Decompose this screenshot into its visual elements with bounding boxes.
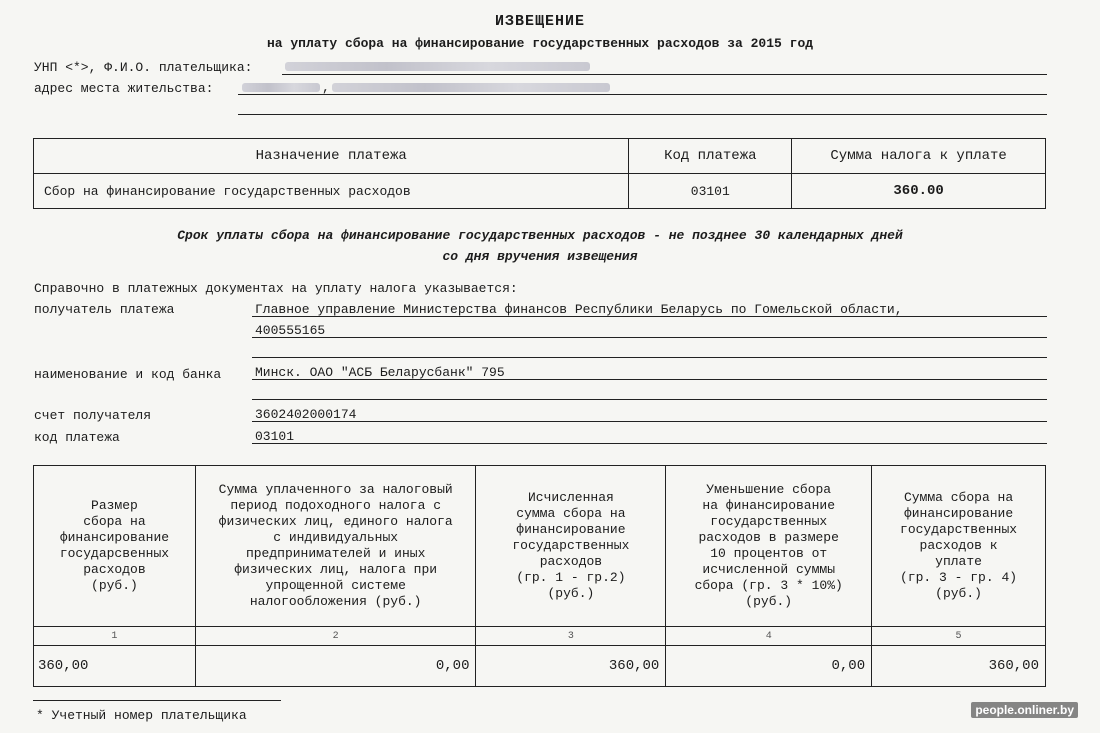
column-number: 5: [872, 627, 1046, 646]
header-amount: Сумма налога к уплате: [792, 139, 1046, 174]
account-label: счет получателя: [34, 408, 152, 423]
redacted-address-street: [332, 83, 610, 92]
bank-value: Минск. ОАО "АСБ Беларусбанк" 795: [255, 365, 505, 380]
bank-label: наименование и код банка: [34, 367, 222, 382]
calc-table-values: [34, 646, 1046, 687]
value-paid-tax: 0,00: [195, 646, 476, 687]
value-reduction: 0,00: [666, 646, 872, 687]
reference-intro: Справочно в платежных документах на уплату налога указывается:: [34, 281, 518, 296]
account-value: 3602402000174: [255, 407, 357, 422]
bank-line-1: [252, 379, 1047, 380]
account-line: [252, 421, 1047, 422]
payer-address-line-2: [238, 114, 1047, 115]
calc-header-5: Сумма сбора на финансирование государственных расходов к уплате (гр. 3 - гр. 4) (руб.): [872, 466, 1046, 627]
document-subtitle: на уплату сбора на финансирование государственных расходов за 2015 год: [266, 36, 814, 51]
recipient-label: получатель платежа: [34, 302, 175, 317]
calc-header-3: Исчисленная сумма сбора на финансирование государственных расходов (гр. 1 - гр.2) (руб.): [476, 466, 666, 627]
payment-table-row: [34, 174, 1046, 209]
address-separator: ,: [322, 80, 330, 95]
header-purpose: Назначение платежа: [34, 139, 629, 174]
value-fee-size: 360,00: [34, 646, 196, 687]
document-title: ИЗВЕЩЕНИЕ: [494, 13, 585, 30]
payment-purpose: Сбор на финансирование государственных расходов: [34, 174, 629, 209]
column-number: 4: [666, 627, 872, 646]
watermark: people.onliner.by: [971, 702, 1078, 718]
payer-address-label: адрес места жительства:: [34, 81, 214, 96]
recipient-line-2: [252, 337, 1047, 338]
payer-name-line: [282, 74, 1047, 75]
value-fee-to-pay: 360,00: [872, 646, 1046, 687]
column-number: 1: [34, 627, 196, 646]
payment-table: [33, 138, 1046, 209]
column-number: 2: [195, 627, 476, 646]
deadline-notice: [0, 225, 1080, 267]
recipient-line-3: [252, 357, 1047, 358]
footnote: * Учетный номер плательщика: [36, 708, 247, 723]
code-value: 03101: [255, 429, 295, 444]
column-number: 3: [476, 627, 666, 646]
redacted-address-city: [242, 83, 320, 92]
calc-header-1: Размер сбора на финансирование государсвенных расходов (руб.): [34, 466, 196, 627]
calculation-table: [33, 465, 1046, 687]
bank-line-2: [252, 399, 1047, 400]
payer-unp-label: УНП <*>, Ф.И.О. плательщика:: [34, 60, 253, 75]
code-line: [252, 443, 1047, 444]
payment-table-header: [34, 139, 1046, 174]
recipient-line-1: [252, 316, 1047, 317]
calc-table-column-numbers: [34, 627, 1046, 646]
deadline-line-1: Срок уплаты сбора на финансирование государственных расходов - не позднее 30 календарных дней: [177, 228, 903, 243]
payer-address-line: [238, 94, 1047, 95]
calc-header-2: Сумма уплаченного за налоговый период подоходного налога с физических лиц, единого налога с индивидуальных предпринимателей и иных физических лиц, налога при упрощенной системе налогообложения (руб.): [195, 466, 476, 627]
payment-amount: 360.00: [792, 174, 1046, 209]
header-code: Код платежа: [629, 139, 792, 174]
footnote-divider: [33, 700, 281, 701]
recipient-unp: 400555165: [255, 323, 326, 338]
recipient-value: Главное управление Министерства финансов Республики Беларусь по Гомельской области,: [255, 302, 903, 317]
deadline-line-2: со дня вручения извещения: [442, 249, 638, 264]
value-calculated-fee: 360,00: [476, 646, 666, 687]
calc-table-header: [34, 466, 1046, 627]
redacted-payer-name: [285, 62, 590, 71]
calc-header-4: Уменьшение сбора на финансирование государственных расходов в размере 10 процентов от исчисленной суммы сбора (гр. 3 * 10%) (руб.): [666, 466, 872, 627]
code-label: код платежа: [34, 430, 120, 445]
payment-code: 03101: [629, 174, 792, 209]
